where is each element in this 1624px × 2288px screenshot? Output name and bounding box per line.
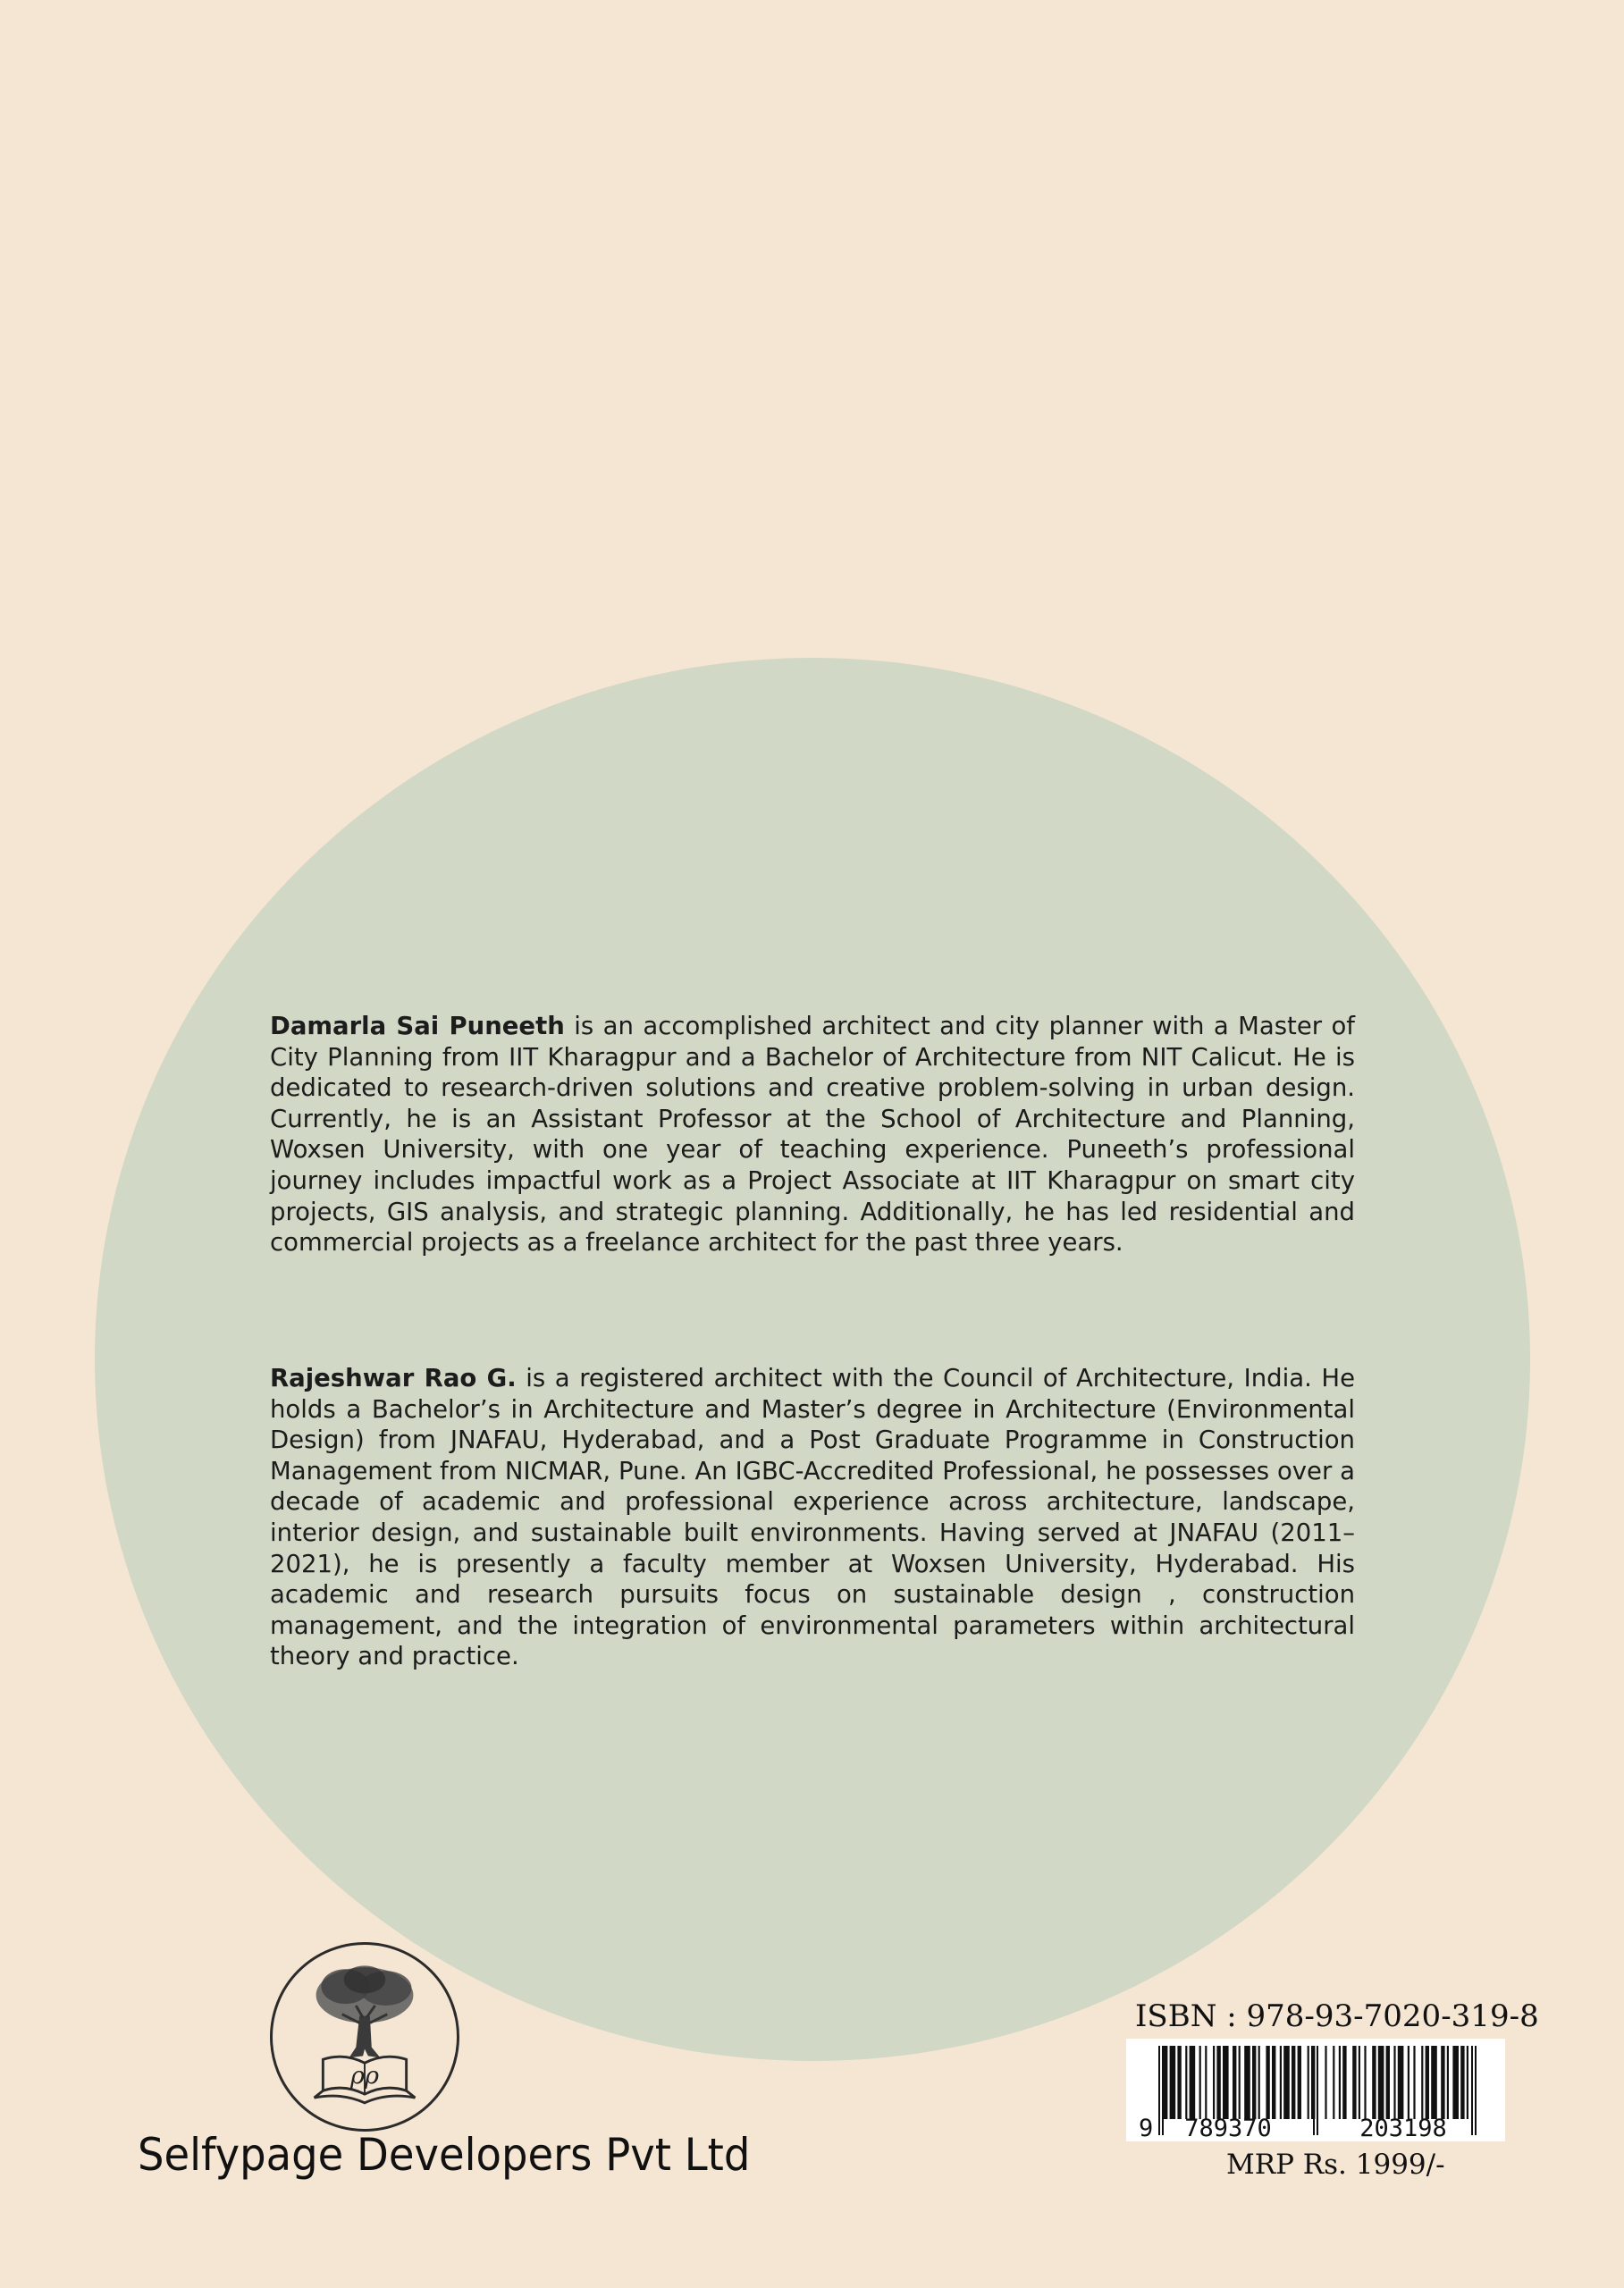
barcode-bar bbox=[1421, 2046, 1423, 2119]
tree-book-icon bbox=[273, 1945, 457, 2129]
barcode-bar bbox=[1233, 2046, 1236, 2119]
barcode-digits-left: 789370 bbox=[1184, 2115, 1272, 2141]
barcode-bar bbox=[1333, 2046, 1334, 2119]
barcode-bar bbox=[1252, 2046, 1256, 2119]
publisher-logo bbox=[270, 1942, 459, 2132]
barcode-bar bbox=[1467, 2046, 1468, 2119]
barcode-guard-bar bbox=[1475, 2046, 1477, 2135]
barcode-bar bbox=[1190, 2046, 1196, 2119]
author-bio-text: is a registered architect with the Council of Architecture, India. He holds a Bachelor’s in Architecture and Master’s degree in Architecture (Environmental Design) from JNAFAU, Hyderabad, and a Post Graduate Programme in Construction Management from NICMAR, Pune. An IGBC-Accredited Professional, he possesses over a decade of academic and professional experience across architecture, landscape, interior design, and sustainable built environments. Having served at JNAFAU (2011–2021), he is presently a faculty member at Woxsen University, Hyderabad. His academic and research pursuits focus on sustainable design , construction management, and the integration of environmental parameters within architectural theory and practice. bbox=[270, 1364, 1355, 1671]
barcode-bar bbox=[1239, 2046, 1241, 2119]
barcode-bar bbox=[1205, 2046, 1207, 2119]
author-name: Damarla Sai Puneeth bbox=[270, 1012, 565, 1040]
barcode-bar bbox=[1244, 2046, 1250, 2119]
barcode-bar bbox=[1393, 2046, 1395, 2119]
barcode-bar bbox=[1298, 2046, 1301, 2119]
barcode-bar bbox=[1426, 2046, 1429, 2119]
barcode-bar bbox=[1213, 2046, 1215, 2119]
barcode-bar bbox=[1272, 2046, 1275, 2119]
barcode-bar bbox=[1199, 2046, 1201, 2119]
barcode-bar bbox=[1216, 2046, 1220, 2119]
barcode-bar bbox=[1452, 2046, 1459, 2119]
barcode-bar bbox=[1413, 2046, 1415, 2119]
barcode-guard-bar bbox=[1313, 2046, 1315, 2135]
barcode-guard-bar bbox=[1158, 2046, 1160, 2135]
isbn-barcode bbox=[1126, 2039, 1505, 2141]
barcode-bar bbox=[1185, 2046, 1187, 2119]
barcode-bar bbox=[1447, 2046, 1449, 2119]
barcode-bar bbox=[1378, 2046, 1384, 2119]
barcode-bar bbox=[1386, 2046, 1390, 2119]
barcode-bar bbox=[1325, 2046, 1326, 2119]
barcode-bar bbox=[1258, 2046, 1260, 2119]
barcode-bar bbox=[1223, 2046, 1229, 2119]
publisher-name: Selfypage Developers Pvt Ltd bbox=[138, 2129, 751, 2181]
barcode-bar bbox=[1364, 2046, 1366, 2119]
barcode-guard-bar bbox=[1317, 2046, 1318, 2135]
barcode-guard-bar bbox=[1162, 2046, 1164, 2135]
barcode-bar bbox=[1292, 2046, 1295, 2119]
barcode-bar bbox=[1339, 2046, 1341, 2119]
barcode-graphic bbox=[1126, 2039, 1505, 2141]
barcode-bar bbox=[1441, 2046, 1444, 2119]
barcode-bar bbox=[1342, 2046, 1346, 2119]
author-bio-1 bbox=[270, 1011, 1355, 1258]
author-bio-2 bbox=[270, 1363, 1355, 1672]
isbn-label: ISBN : 978-93-7020-319-8 bbox=[1135, 1998, 1539, 2034]
barcode-bar bbox=[1177, 2046, 1181, 2119]
barcode-bar bbox=[1431, 2046, 1437, 2119]
barcode-bar bbox=[1398, 2046, 1404, 2119]
author-bio-text: is an accomplished architect and city planner with a Master of City Planning from IIT Kharagpur and a Bachelor of Architecture from NIT Calicut. He is dedicated to research-driven solutions and creative problem-solving in urban design. Currently, he is an Assistant Professor at the School of Architecture and Planning, Woxsen University, with one year of teaching experience. Puneeth’s professional journey includes impactful work as a Project Associate at IIT Kharagpur on smart city projects, GIS analysis, and strategic planning. Additionally, he has led residential and commercial projects as a freelance architect for the past three years. bbox=[270, 1012, 1355, 1258]
barcode-bar bbox=[1460, 2046, 1464, 2119]
barcode-bar bbox=[1359, 2046, 1360, 2119]
price-label: MRP Rs. 1999/- bbox=[1226, 2149, 1445, 2181]
background-circle bbox=[95, 658, 1530, 2061]
barcode-bar bbox=[1266, 2046, 1269, 2119]
barcode-bar bbox=[1308, 2046, 1309, 2119]
barcode-bar bbox=[1372, 2046, 1376, 2119]
barcode-bar bbox=[1280, 2046, 1282, 2119]
barcode-bar bbox=[1283, 2046, 1290, 2119]
barcode-guard-bar bbox=[1471, 2046, 1473, 2135]
barcode-digit-first: 9 bbox=[1139, 2115, 1154, 2141]
barcode-bar bbox=[1352, 2046, 1356, 2119]
logo-letters: ρρ bbox=[350, 2062, 379, 2090]
barcode-bar bbox=[1408, 2046, 1409, 2119]
barcode-digits-right: 203198 bbox=[1359, 2115, 1447, 2141]
author-name: Rajeshwar Rao G. bbox=[270, 1364, 517, 1392]
barcode-bar bbox=[1164, 2046, 1167, 2119]
barcode-bar bbox=[1170, 2046, 1176, 2119]
